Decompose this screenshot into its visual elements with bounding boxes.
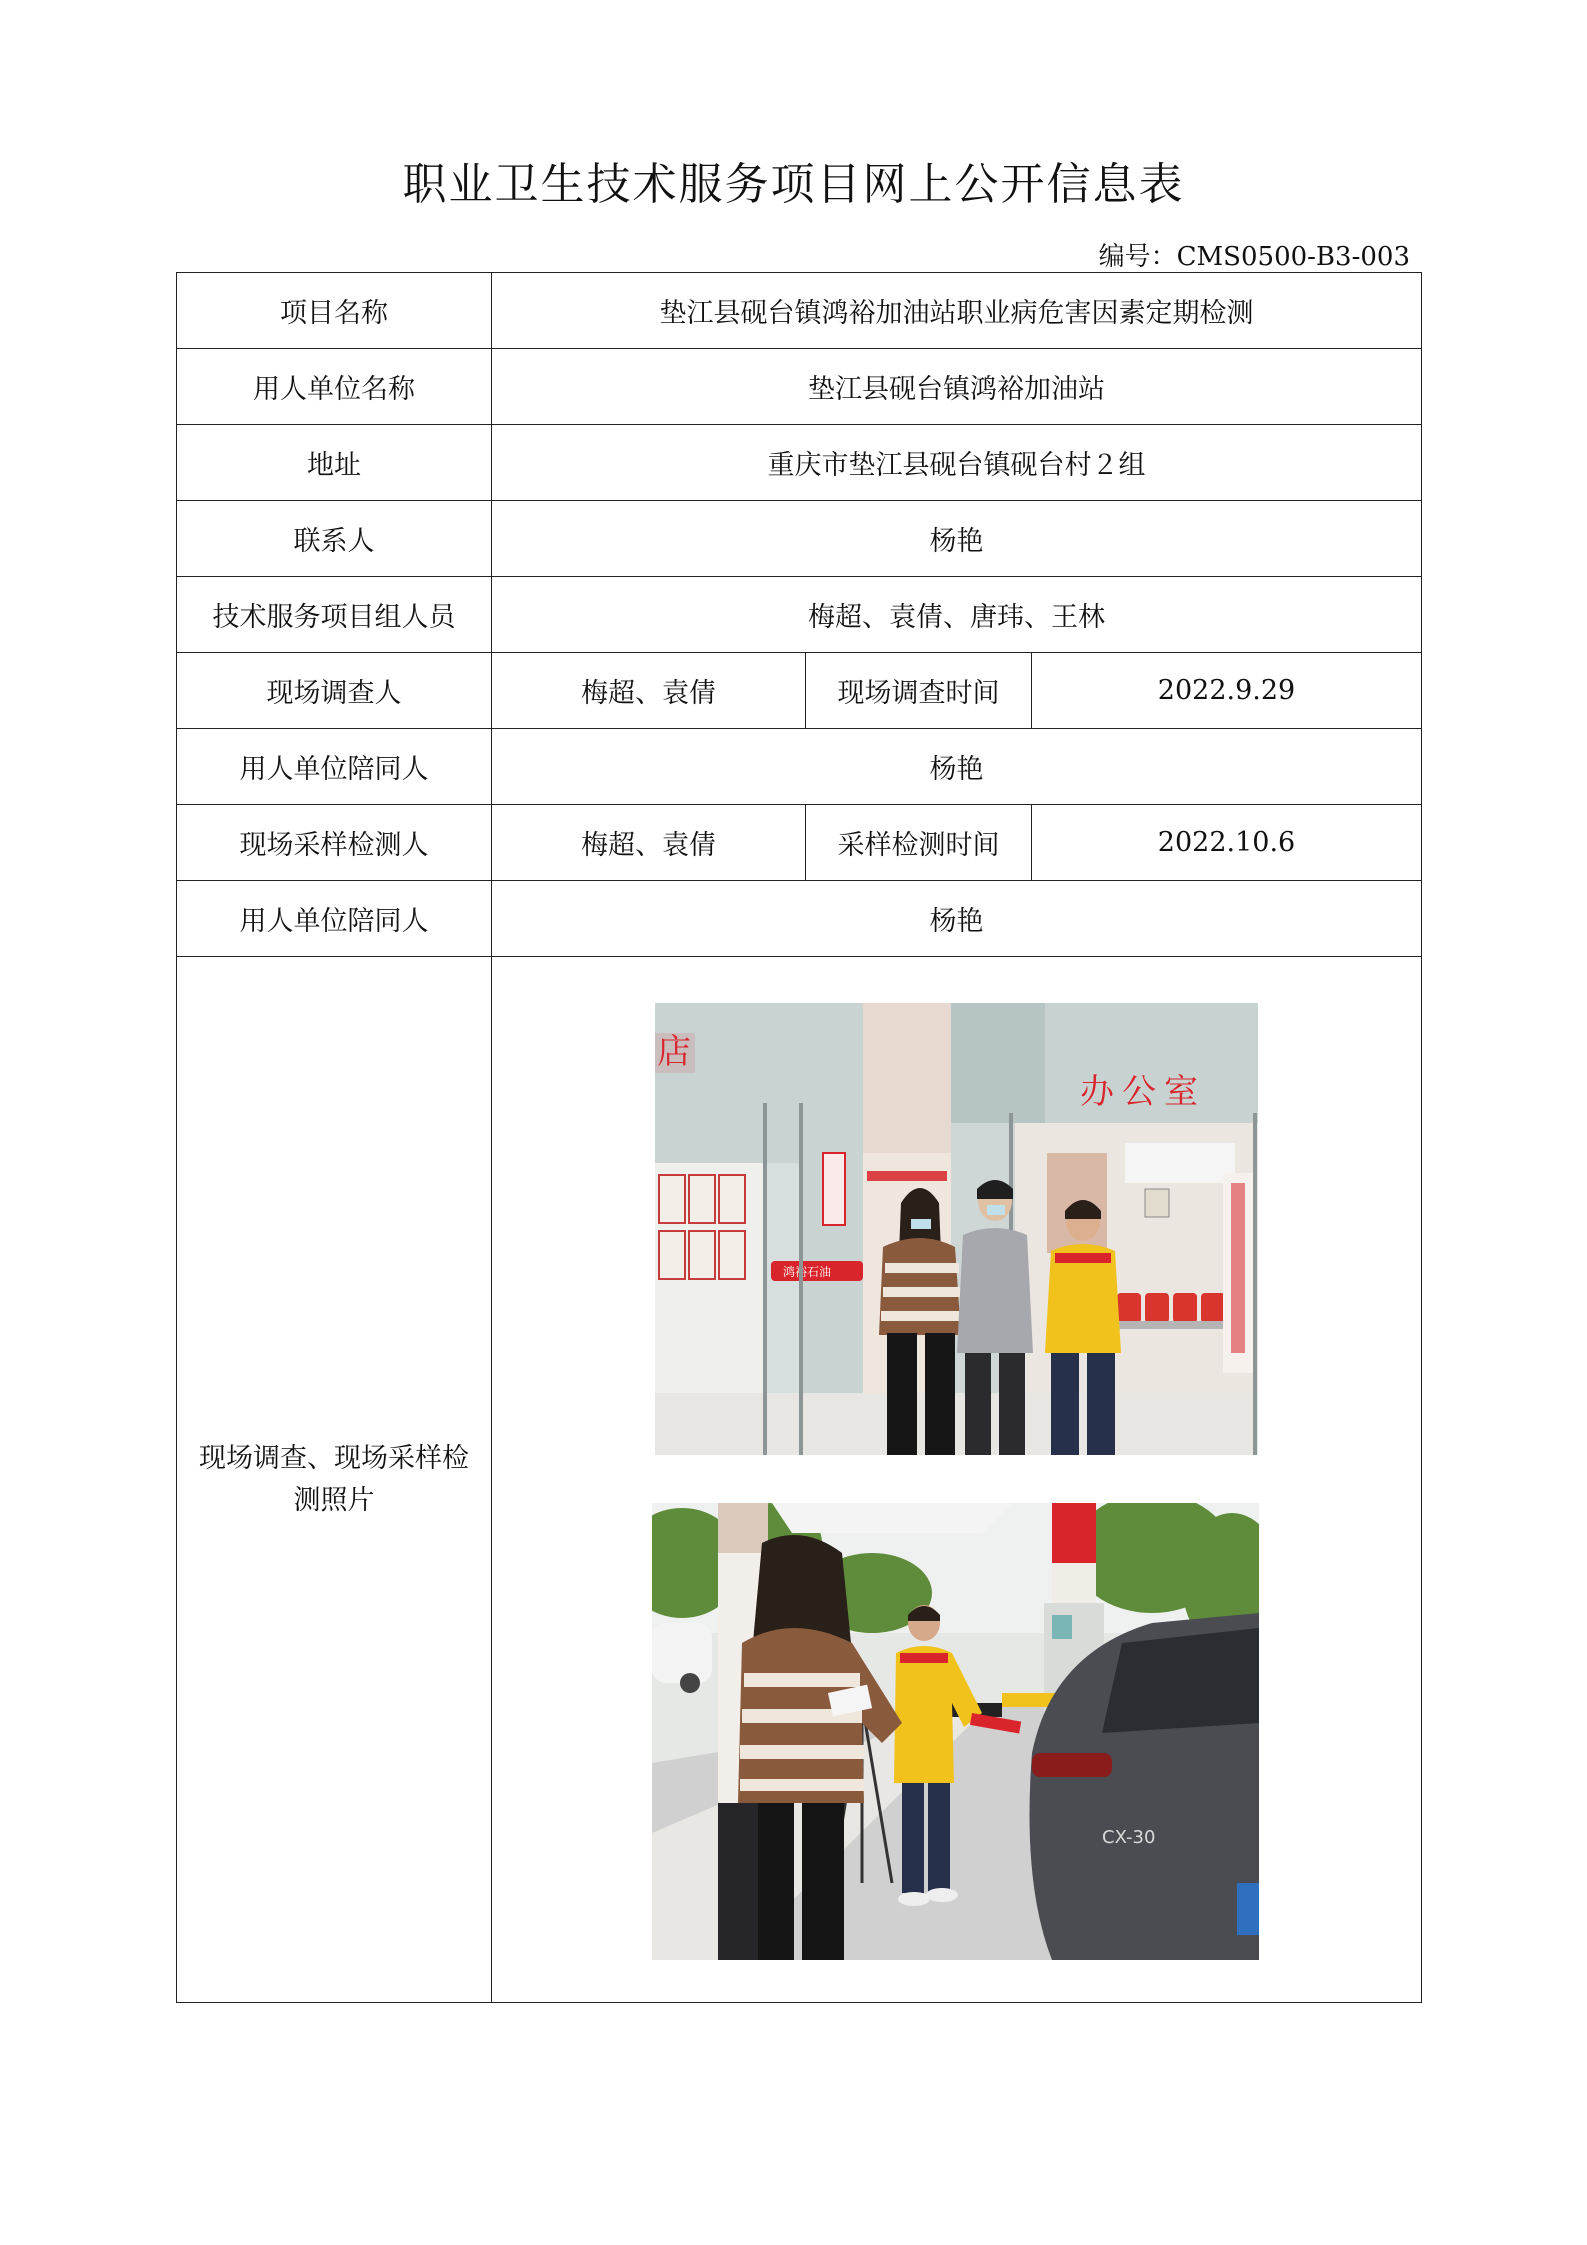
- sampling-time-label: 采样检测时间: [806, 805, 1032, 881]
- survey-person-label: 现场调查人: [177, 653, 492, 729]
- address-value: 重庆市垫江县砚台镇砚台村２组: [492, 425, 1422, 501]
- row-sampling: [177, 805, 1422, 881]
- office-sign: 办公室: [1080, 1072, 1206, 1112]
- accompany-2-label: 用人单位陪同人: [177, 881, 492, 957]
- info-table: [176, 272, 1422, 2003]
- survey-time-label: 现场调查时间: [806, 653, 1032, 729]
- employer-value: 垫江县砚台镇鸿裕加油站: [492, 349, 1422, 425]
- row-address: [177, 425, 1422, 501]
- sampling-time-value: 2022.10.6: [1032, 805, 1422, 881]
- photos-label: 现场调查、现场采样检测照片: [177, 957, 492, 2003]
- car-model-badge: CX-30: [1102, 1827, 1156, 1848]
- accompany-2-value: 杨艳: [492, 881, 1422, 957]
- team-label: 技术服务项目组人员: [177, 577, 492, 653]
- accompany-1-value: 杨艳: [492, 729, 1422, 805]
- survey-time-value: 2022.9.29: [1032, 653, 1422, 729]
- address-label: 地址: [177, 425, 492, 501]
- row-employer: [177, 349, 1422, 425]
- row-accompany-2: [177, 881, 1422, 957]
- accompany-1-label: 用人单位陪同人: [177, 729, 492, 805]
- contact-value: 杨艳: [492, 501, 1422, 577]
- project-name-value: 垫江县砚台镇鸿裕加油站职业病危害因素定期检测: [492, 273, 1422, 349]
- document-number: 编号：CMS0500-B3-003: [1098, 242, 1410, 272]
- site-survey-photo: [655, 1003, 1258, 1455]
- sampling-photo: [652, 1503, 1259, 1960]
- photos-cell: [492, 957, 1422, 2003]
- row-team: [177, 577, 1422, 653]
- row-accompany-1: [177, 729, 1422, 805]
- row-photos: [177, 957, 1422, 2003]
- row-contact: [177, 501, 1422, 577]
- employer-label: 用人单位名称: [177, 349, 492, 425]
- row-project-name: [177, 273, 1422, 349]
- sampling-person-value: 梅超、袁倩: [492, 805, 806, 881]
- row-survey: [177, 653, 1422, 729]
- brand-sign: 鸿裕石油: [783, 1265, 832, 1279]
- document-title: 职业卫生技术服务项目网上公开信息表: [402, 159, 1185, 210]
- survey-person-value: 梅超、袁倩: [492, 653, 806, 729]
- shop-sign: 店: [657, 1032, 691, 1072]
- sampling-person-label: 现场采样检测人: [177, 805, 492, 881]
- contact-label: 联系人: [177, 501, 492, 577]
- team-value: 梅超、袁倩、唐玮、王林: [492, 577, 1422, 653]
- project-name-label: 项目名称: [177, 273, 492, 349]
